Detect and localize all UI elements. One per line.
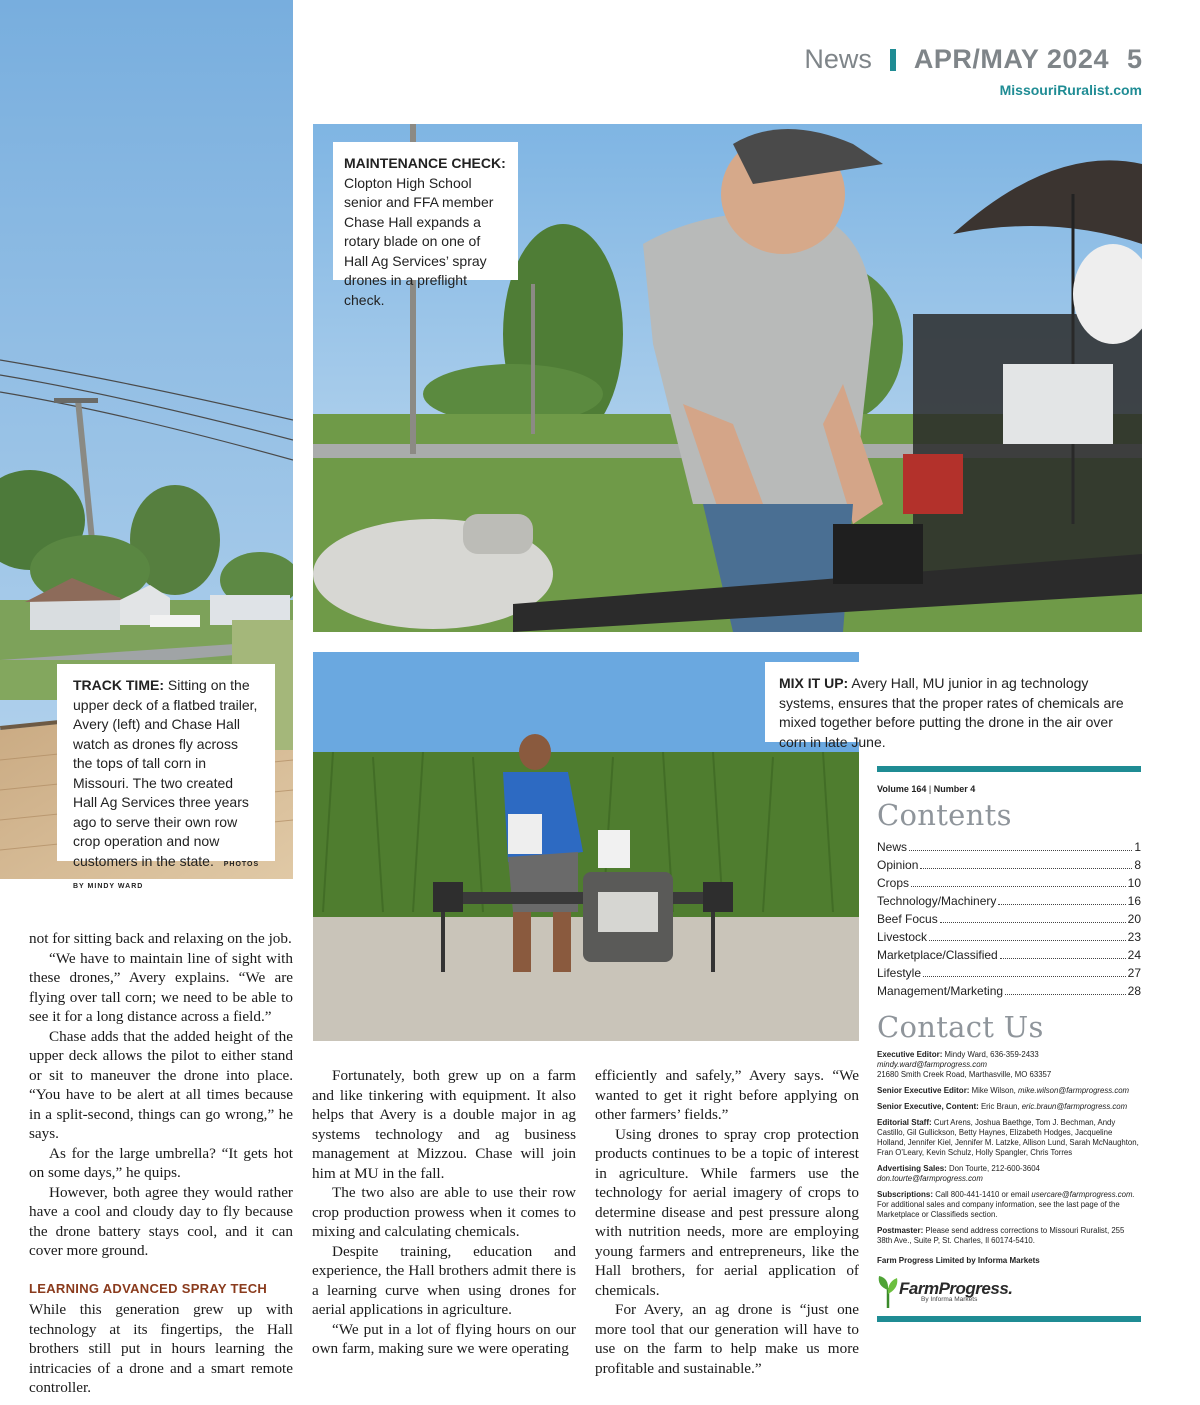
toc-page: 1 — [1134, 840, 1141, 854]
paragraph: Fortunately, both grew up on a farm and like tinkering with equipment. It also helps that Avery is a double major in ag systems technology and ag business management at Mizzou. Chase will join him at MU in the fall. — [312, 1067, 576, 1182]
toc-item[interactable] — [877, 856, 1141, 874]
publisher-name: Farm Progress Limited by Informa Markets — [877, 1256, 1040, 1265]
toc-page: 28 — [1127, 984, 1141, 998]
toc-label: News — [877, 840, 908, 854]
toc-label: Marketplace/Classified — [877, 948, 998, 962]
logo-tagline: By Informa Markets — [921, 1296, 978, 1303]
senior-exec-editor — [877, 1086, 1141, 1096]
toc-page: 24 — [1127, 948, 1141, 962]
caption-title: MIX IT UP: — [779, 675, 849, 691]
caption-title: MAINTENANCE CHECK: — [344, 155, 506, 171]
paragraph: Despite training, education and experience, the Hall brothers admit there is a learning curve when using drones for aerial applications in agriculture. — [312, 1242, 576, 1318]
sidebar-top-rule — [877, 766, 1141, 772]
caption-maintenance-check — [333, 142, 518, 308]
toc-label: Livestock — [877, 930, 928, 944]
paragraph: The two also are able to use their row crop production prowess when it comes to mixing and calculating chemicals. — [312, 1184, 576, 1240]
toc-page: 23 — [1127, 930, 1141, 944]
subscriptions-email[interactable]: usercare@farmprogress.com. — [1031, 1190, 1135, 1199]
exec-editor-address: 21680 Smith Creek Road, Marthasville, MO 63357 — [877, 1070, 1052, 1079]
toc-leader — [1005, 982, 1126, 995]
paragraph: efficiently and safely,” Avery says. “We wanted to get it right before applying on other farmers’ fields.” — [595, 1067, 859, 1123]
toc-leader — [923, 964, 1126, 977]
senior-exec-content-email[interactable]: eric.braun@farmprogress.com — [1021, 1102, 1128, 1111]
caption-text: Sitting on the upper deck of a flatbed trailer, Avery (left) and Chase Hall watch as drones fly across the tops of tall corn in Missouri. The two created Hall Ag Services three years ago to serve their own row crop operation and now customers in the state. — [73, 677, 258, 869]
toc-label: Beef Focus — [877, 912, 938, 926]
toc-item[interactable] — [877, 874, 1141, 892]
toc-item[interactable] — [877, 910, 1141, 928]
volume-info: Volume 164 | Number 4 — [877, 784, 976, 794]
toc-label: Opinion — [877, 858, 919, 872]
subscriptions-more: For additional sales and company information, see the last page of the Marketplace or Classifieds section. — [877, 1200, 1120, 1219]
toc-label: Management/Marketing — [877, 984, 1004, 998]
caption-mix-it-up — [765, 662, 1142, 750]
subscriptions — [877, 1190, 1141, 1220]
toc-page: 10 — [1127, 876, 1141, 890]
toc-page: 8 — [1134, 858, 1141, 872]
editorial-staff-names: Curt Arens, Joshua Baethge, Tom J. Bechman, Andy Castillo, Gil Gullickson, Betty Haynes, Elizabeth Hodges, Jacqueline Holland, Jennifer Kiel, Jennifer M. Latzke, Allison Lund, Sarah McNaughton, Fran O’Leary, Kevin Schulz, Holly Spangler, Chris Torres — [877, 1118, 1139, 1157]
postmaster-label: Postmaster: — [877, 1226, 924, 1235]
contents-title: Contents — [877, 798, 1012, 832]
toc-item[interactable] — [877, 964, 1141, 982]
toc-page: 20 — [1127, 912, 1141, 926]
toc-label: Lifestyle — [877, 966, 922, 980]
exec-editor-name: Mindy Ward, 636-359-2433 — [944, 1050, 1039, 1059]
toc-label: Crops — [877, 876, 910, 890]
toc-item[interactable] — [877, 928, 1141, 946]
logo-wordmark: FarmProgress. — [899, 1279, 1013, 1298]
publisher — [877, 1256, 1141, 1266]
toc-page: 27 — [1127, 966, 1141, 980]
contents-sidebar — [877, 766, 1141, 1322]
page-header — [804, 44, 1142, 75]
issue-number: Number 4 — [933, 784, 976, 794]
leaf-icon — [877, 1274, 899, 1308]
postmaster — [877, 1226, 1141, 1246]
article-column-2 — [312, 1066, 576, 1359]
senior-exec-editor-name: Mike Wilson, — [971, 1086, 1016, 1095]
ad-sales-email[interactable]: don.tourte@farmprogress.com — [877, 1174, 983, 1183]
ad-sales-contact: Don Tourte, 212-600-3604 — [948, 1164, 1040, 1173]
toc-label: Technology/Machinery — [877, 894, 997, 908]
section-subhead: LEARNING ADVANCED SPRAY TECH — [29, 1280, 268, 1296]
contact-title: Contact Us — [877, 1010, 1044, 1044]
toc-item[interactable] — [877, 838, 1141, 856]
caption-title: TRACK TIME: — [73, 677, 164, 693]
article-column-3 — [595, 1066, 859, 1378]
paragraph: “We put in a lot of flying hours on our own farm, making sure we were operating — [312, 1320, 576, 1357]
paragraph: While this generation grew up with technology at its fingertips, the Hall brothers still put in hours learning the intricacies of a drone and a smart remote controller. — [29, 1301, 293, 1396]
issue-date: APR/MAY 2024 — [913, 44, 1109, 74]
toc-leader — [920, 856, 1132, 869]
paragraph: For Avery, an ag drone is “just one more tool that our generation will have to use on the farm to help make us more profitable and sustainable.” — [595, 1301, 859, 1377]
senior-exec-content-name: Eric Braun, — [980, 1102, 1020, 1111]
paragraph: However, both agree they would rather have a cool and cloudy day to fly because the drone battery stays cool, and it can cover more ground. — [29, 1183, 293, 1259]
toc-item[interactable] — [877, 982, 1141, 1000]
sidebar-bottom-rule — [877, 1316, 1141, 1322]
paragraph: As for the large umbrella? “It gets hot on some days,” he quips. — [29, 1144, 293, 1181]
paragraph: Chase adds that the added height of the upper deck allows the pilot to either stand or sit to maneuver the drone into place. “You have to be alert at all times because in a split-second, things can go wrong,” he says. — [29, 1027, 293, 1142]
page-number: 5 — [1126, 44, 1142, 74]
photo-credit: PHOTOS BY MINDY WARD — [73, 860, 260, 890]
exec-editor-email[interactable]: mindy.ward@farmprogress.com — [877, 1060, 988, 1069]
toc-leader — [940, 910, 1126, 923]
editorial-staff-label: Editorial Staff: — [877, 1118, 932, 1127]
header-divider — [890, 49, 896, 71]
farmprogress-logo — [877, 1274, 1141, 1308]
paragraph: not for sitting back and relaxing on the job. — [29, 930, 292, 947]
volume-number: Volume 164 — [877, 784, 927, 794]
ad-sales-label: Advertising Sales: — [877, 1164, 947, 1173]
paragraph: “We have to maintain line of sight with these drones,” Avery explains. “We are flying over tall corn; we need to be able to see it for a long distance across a field.” — [29, 949, 293, 1025]
toc-leader — [1000, 946, 1126, 959]
toc-leader — [929, 928, 1126, 941]
subscriptions-text: Call 800-441-1410 or email — [935, 1190, 1030, 1199]
postmaster-text: Please send address corrections to Missouri Ruralist, 255 38th Ave., Suite P, St. Charles, Il 60174-5410. — [877, 1226, 1125, 1245]
caption-text: Avery Hall, MU junior in ag technology systems, ensures that the proper rates of chemicals are mixed together before putting the drone in the air over corn in late June. — [779, 675, 1124, 750]
advertising-sales — [877, 1164, 1141, 1184]
toc-item[interactable] — [877, 946, 1141, 964]
toc-leader — [998, 892, 1125, 905]
editorial-staff — [877, 1118, 1141, 1158]
toc-leader — [911, 874, 1126, 887]
toc-list — [877, 838, 1141, 1000]
toc-item[interactable] — [877, 892, 1141, 910]
caption-text: Clopton High School senior and FFA member Chase Hall expands a rotary blade on one of Hall Ag Services’ spray drones in a preflight check. — [344, 174, 494, 308]
exec-editor-label: Executive Editor: — [877, 1050, 943, 1059]
subscriptions-label: Subscriptions: — [877, 1190, 934, 1199]
toc-leader — [909, 838, 1132, 851]
paragraph: Using drones to spray crop protection products continues to be a topic of interest in agriculture. While farmers use the technology for aerial imagery of crops to determine disease and pest pressure along with nutrition needs, more are employing young farmers and entrepreneurs, like the Hall brothers, for aerial application of chemicals. — [595, 1125, 859, 1299]
article-column-1 — [29, 929, 293, 1398]
senior-exec-content-label: Senior Executive, Content: — [877, 1102, 979, 1111]
exec-editor — [877, 1050, 1141, 1080]
senior-exec-editor-email[interactable]: mike.wilson@farmprogress.com — [1018, 1086, 1130, 1095]
senior-exec-editor-label: Senior Executive Editor: — [877, 1086, 970, 1095]
caption-track-time — [57, 664, 275, 890]
toc-page: 16 — [1127, 894, 1141, 908]
contact-info — [877, 1050, 1141, 1266]
section-label: News — [804, 44, 872, 74]
website-link[interactable]: MissouriRuralist.com — [999, 82, 1142, 98]
senior-exec-content — [877, 1102, 1141, 1112]
